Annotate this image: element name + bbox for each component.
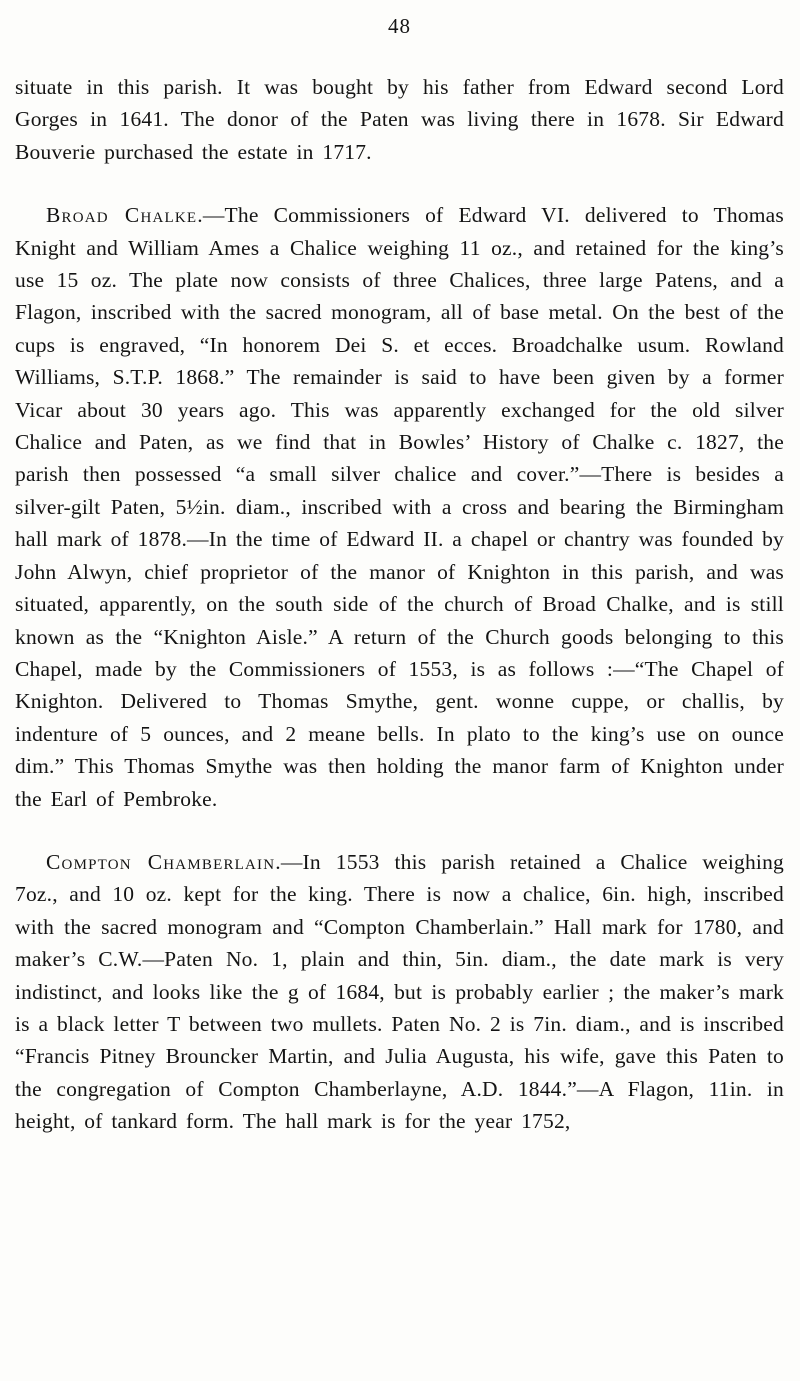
section-heading-broad-chalke: Broad Chalke bbox=[46, 203, 198, 228]
paragraph-compton-chamberlain bbox=[15, 846, 784, 1138]
paragraph-continuation: situate in this parish. It was bought by his father from Edward second Lord Gorges in 1641. The donor of the Paten was living there in 1678. Sir Edward Bouverie purchased the estate in 1717. bbox=[15, 75, 784, 164]
paragraph-compton-chamberlain-text: .—In 1553 this parish retained a Chalice weighing 7oz., and 10 oz. kept for the king. There is now a chalice, 6in. high, inscribed with the sacred monogram and “Compton Chamberlain.” Hall mark for 1780, and maker’s C.W.—Paten No. 1, plain and thin, 5in. diam., the date mark is very indistinct, and looks like the g of 1684, but is probably earlier ; the maker’s mark is a black letter T between two mullets. Paten No. 2 is 7in. diam., and is inscribed “Francis Pitney Brouncker Martin, and Julia Augusta, his wife, gave this Paten to the congregation of Compton Chamberlayne, A.D. 1844.”—A Flagon, 11in. in height, of tankard form. The hall mark is for the year 1752, bbox=[15, 849, 784, 1134]
paragraph-broad-chalke-text: .—The Commissioners of Edward VI. delivered to Thomas Knight and William Ames a Chalice weighing 11 oz., and retained for the king’s use 15 oz. The plate now consists of three Chalices, three large Patens, and a Flagon, inscribed with the sacred monogram, all of base metal. On the best of the cups is engraved, “In honorem Dei S. et ecces. Broadchalke usum. Rowland Williams, S.T.P. 1868.” The remainder is said to have been given by a former Vicar about 30 years ago. This was apparently exchanged for the old silver Chalice and Paten, as we find that in Bowles’ History of Chalke c. 1827, the parish then possessed “a small silver chalice and cover.”—There is besides a silver-gilt Paten, 5½in. diam., inscribed with a cross and bearing the Birmingham hall mark of 1878.—In the time of Edward II. a chapel or chantry was founded by John Alwyn, chief proprietor of the manor of Knighton in this parish, and was situated, apparently, on the south side of the church of Broad Chalke, and is still known as the “Knighton Aisle.” A return of the Church goods belonging to this Chapel, made by the Commissioners of 1553, is as follows :—“The Chapel of Knighton. Delivered to Thomas Smythe, gent. wonne cuppe, or challis, by indenture of 5 ounces, and 2 meane bells. In plato to the king’s use on ounce dim.” This Thomas Smythe was then holding the manor farm of Knighton under the Earl of Pembroke. bbox=[15, 203, 784, 811]
paragraph-broad-chalke bbox=[15, 199, 784, 815]
page-number: 48 bbox=[388, 14, 411, 38]
section-heading-compton-chamberlain: Compton Chamberlain bbox=[46, 849, 276, 874]
